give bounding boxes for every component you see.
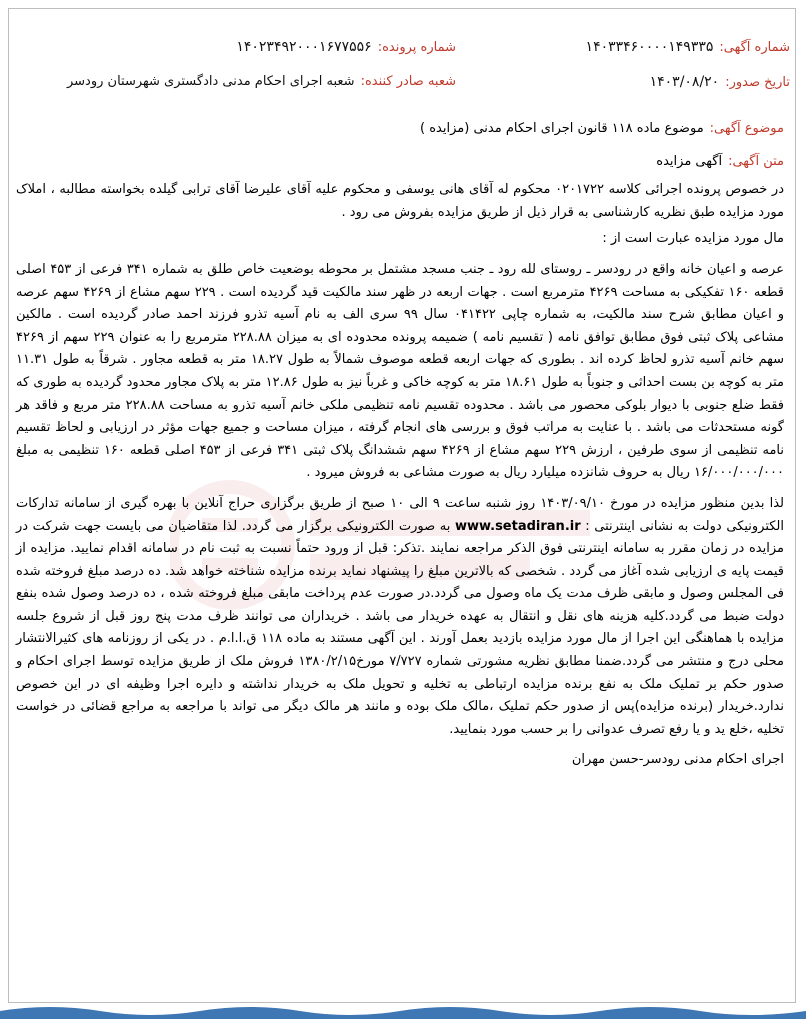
issuer-row [67, 73, 456, 91]
subject-label: موضوع آگهی: [709, 121, 784, 136]
text-title-label: متن آگهی: [728, 153, 784, 169]
subject-value: موضوع ماده ۱۱۸ قانون اجرای احکام مدنی (مزایده ) [420, 121, 704, 136]
property-heading: مال مورد مزایده عبارت است از : [602, 231, 784, 247]
ad-number-label: شماره آگهی: [719, 40, 790, 55]
ad-number: ۱۴۰۳۳۴۶۰۰۰۰۱۴۹۳۳۵ [585, 39, 714, 55]
issue-date: ۱۴۰۳/۰۸/۲۰ [649, 74, 720, 90]
issuer-label: شعبه صادر کننده: [360, 74, 456, 89]
text-title-value: آگهی مزایده [656, 153, 723, 169]
issue-date-row [650, 73, 790, 92]
property-paragraph: عرصه و اعیان خانه واقع در رودسر ـ روستای لله رود ـ جنب مسجد مشتمل بر محوطه بوضعیت خاص طلق به شماره ۳۴۱ فرعی از ۴۵۳ اصلی قطعه ۱۶۰ تفکیکی به مساحت ۴۲۶۹ مترمربع است . جهات اربعه در ظهر سند مالکیت قید گردیده است . ۲۲۹ سهم مشاع از ۴۲۶۹ سهم عرصه و اعیان مطابق شرح سند مالکیت، به شماره چاپی ۰۴۱۴۲۲ سال ۹۹ سری الف به نام آسیه تذرو فرزند احمد صادر گردیده است . مالکین مشاعی پلاک ثبتی فوق مطابق توافق نامه ( تقسیم نامه ) ضمیمه پرونده محدوده ای به میزان ۲۲۸.۸۸ مترمربع را به عنوان ۲۲۹ سهم از ۴۲۶۹ سهم خانم آسیه تذرو لحاظ کرده اند . بطوری که جهات اربعه قطعه موصوف شمالاً به طول ۱۸.۲۷ متر به قطعه مجاور . شرقاً به طول ۱۱.۳۱ متر به کوچه بن بست احداثی و جنوباً به طول ۱۸.۶۱ متر به کوچه خاکی و غرباً نیز به طول ۱۲.۸۶ متر به پلاک مجاور محدود گردیده به طوری که فقط ضلع جنوبی با دیوار بلوکی محصور می باشد . محدوده تقسیم نامه تنظیمی ملکی خانم آسیه تذرو به مساحت ۲۲۸.۸۸ متر مربع و فاقد هر گونه مستحدثات می باشد . با عنایت به مراتب فوق و بررسی های انجام گرفته ، میزان مساحت و جمیع جهات مؤثر در ارزیابی و لحاظ تقسیم نامه تنظیمی از سوی طرفین ، ارزش ۲۲۹ سهم مشاع از ۴۲۶۹ سهم ششدانگ پلاک ثبتی ۳۴۱ فرعی از ۴۵۳ اصلی قطعه ۱۶۰ تنظیمی به مبلغ ۱۶/۰۰۰/۰۰۰/۰۰۰ ریال به حروف شانزده میلیارد ریال به صورت مشاعی به فروش میرود . [16, 261, 784, 481]
subject-line [16, 118, 784, 141]
text-title-line [16, 151, 784, 174]
intro-paragraph: در خصوص پرونده اجرائی کلاسه ۰۲۰۱۷۲۲ محکوم له آقای هانی یوسفی و محکوم علیه آقای علیرضا آقای ترابی گیلده بخواسته مطالبه ، املاک مورد مزایده طبق نظریه کارشناسی به قرار ذیل از طریق مزایده بفروش می رود . [16, 182, 784, 220]
setadiran-link[interactable]: www.setadiran.ir [454, 518, 581, 534]
issuer: شعبه اجرای احکام مدنی دادگستری شهرستان رودسر [66, 74, 355, 89]
signature: اجرای احکام مدنی رودسر-حسن مهران [571, 752, 784, 768]
conditions-part-2: به صورت الکترونیکی برگزار می گردد. لذا متقاضیان می بایست جهت شرکت در مزایده در زمان مقرر به سامانه اینترنتی فوق الذکر مراجعه نمایند .تذکر: قبل از ورود حتماً نسبت به ثبت نام در سامانه اقدام نمایید. مزایده از قیمت پایه ی ارزیابی شده آغاز می گردد . شخصی که بالاترین مبلغ را پیشنهاد نماید برنده مزایده شناخته خواهد شد. ده درصد مبلغ فروخته شده فی المجلس وصول و مابقی ظرف مدت یک ماه وصول می گردد.در صورت عدم پرداخت مابقی مبلغ فروخته شده ، ده درصد وصول شده بنفع دولت ضبط می گردد.کلیه هزینه های نقل و انتقال به عهده خریدار می باشد . خریداران می توانند ظرف مدت پنج روز قبل از شروع جلسه مزایده با هماهنگی این اجرا از مال مورد مزایده بازدید بعمل آورند . این آگهی مستند به ماده ۱۱۸ ق.ا.ا.م . در یکی از روزنامه های کثیرالانتشار محلی درج و منتشر می گردد.ضمنا مطابق نظریه مشورتی شماره ۷/۷۲۷ مورخ۱۳۸۰/۲/۱۵ فروش ملک از طریق مزایده توسط اجرای احکام و صدور حکم بر تملیک ملک به نفع برنده مزایده ارتباطی به تخلیه و تحویل ملک به خریدار نداشته و دایره اجرا وظیفه ای در این خصوص ندارد.خریدار (برنده مزایده)پس از صدور حکم تملیک ،مالک ملک بوده و مانند هر مالک دیگر می تواند با مراجعه به مراجع قضائی در خواست تخلیه ،خلع ید و یا رفع تصرف عدوانی را بر حسب مورد بنمایید. [16, 518, 785, 737]
conditions-part-1: لذا بدین منظور مزایده در مورخ ۱۴۰۳/۰۹/۱۰ روز شنبه ساعت ۹ الی ۱۰ صبح از طریق برگزاری حراج آنلاین با بهره گیری از سامانه تدارکات الکترونیکی دولت به نشانی اینترنتی : [16, 495, 785, 534]
case-number-label: شماره پرونده: [377, 40, 456, 55]
case-number: ۱۴۰۲۳۴۹۲۰۰۰۱۶۷۷۵۵۶ [236, 39, 372, 55]
ad-number-row [586, 38, 790, 57]
issue-date-label: تاریخ صدور: [725, 75, 790, 90]
bottom-wave-decoration [0, 1001, 806, 1019]
conditions-paragraph [16, 493, 784, 742]
case-number-row [236, 38, 456, 57]
notice-body [16, 118, 784, 772]
